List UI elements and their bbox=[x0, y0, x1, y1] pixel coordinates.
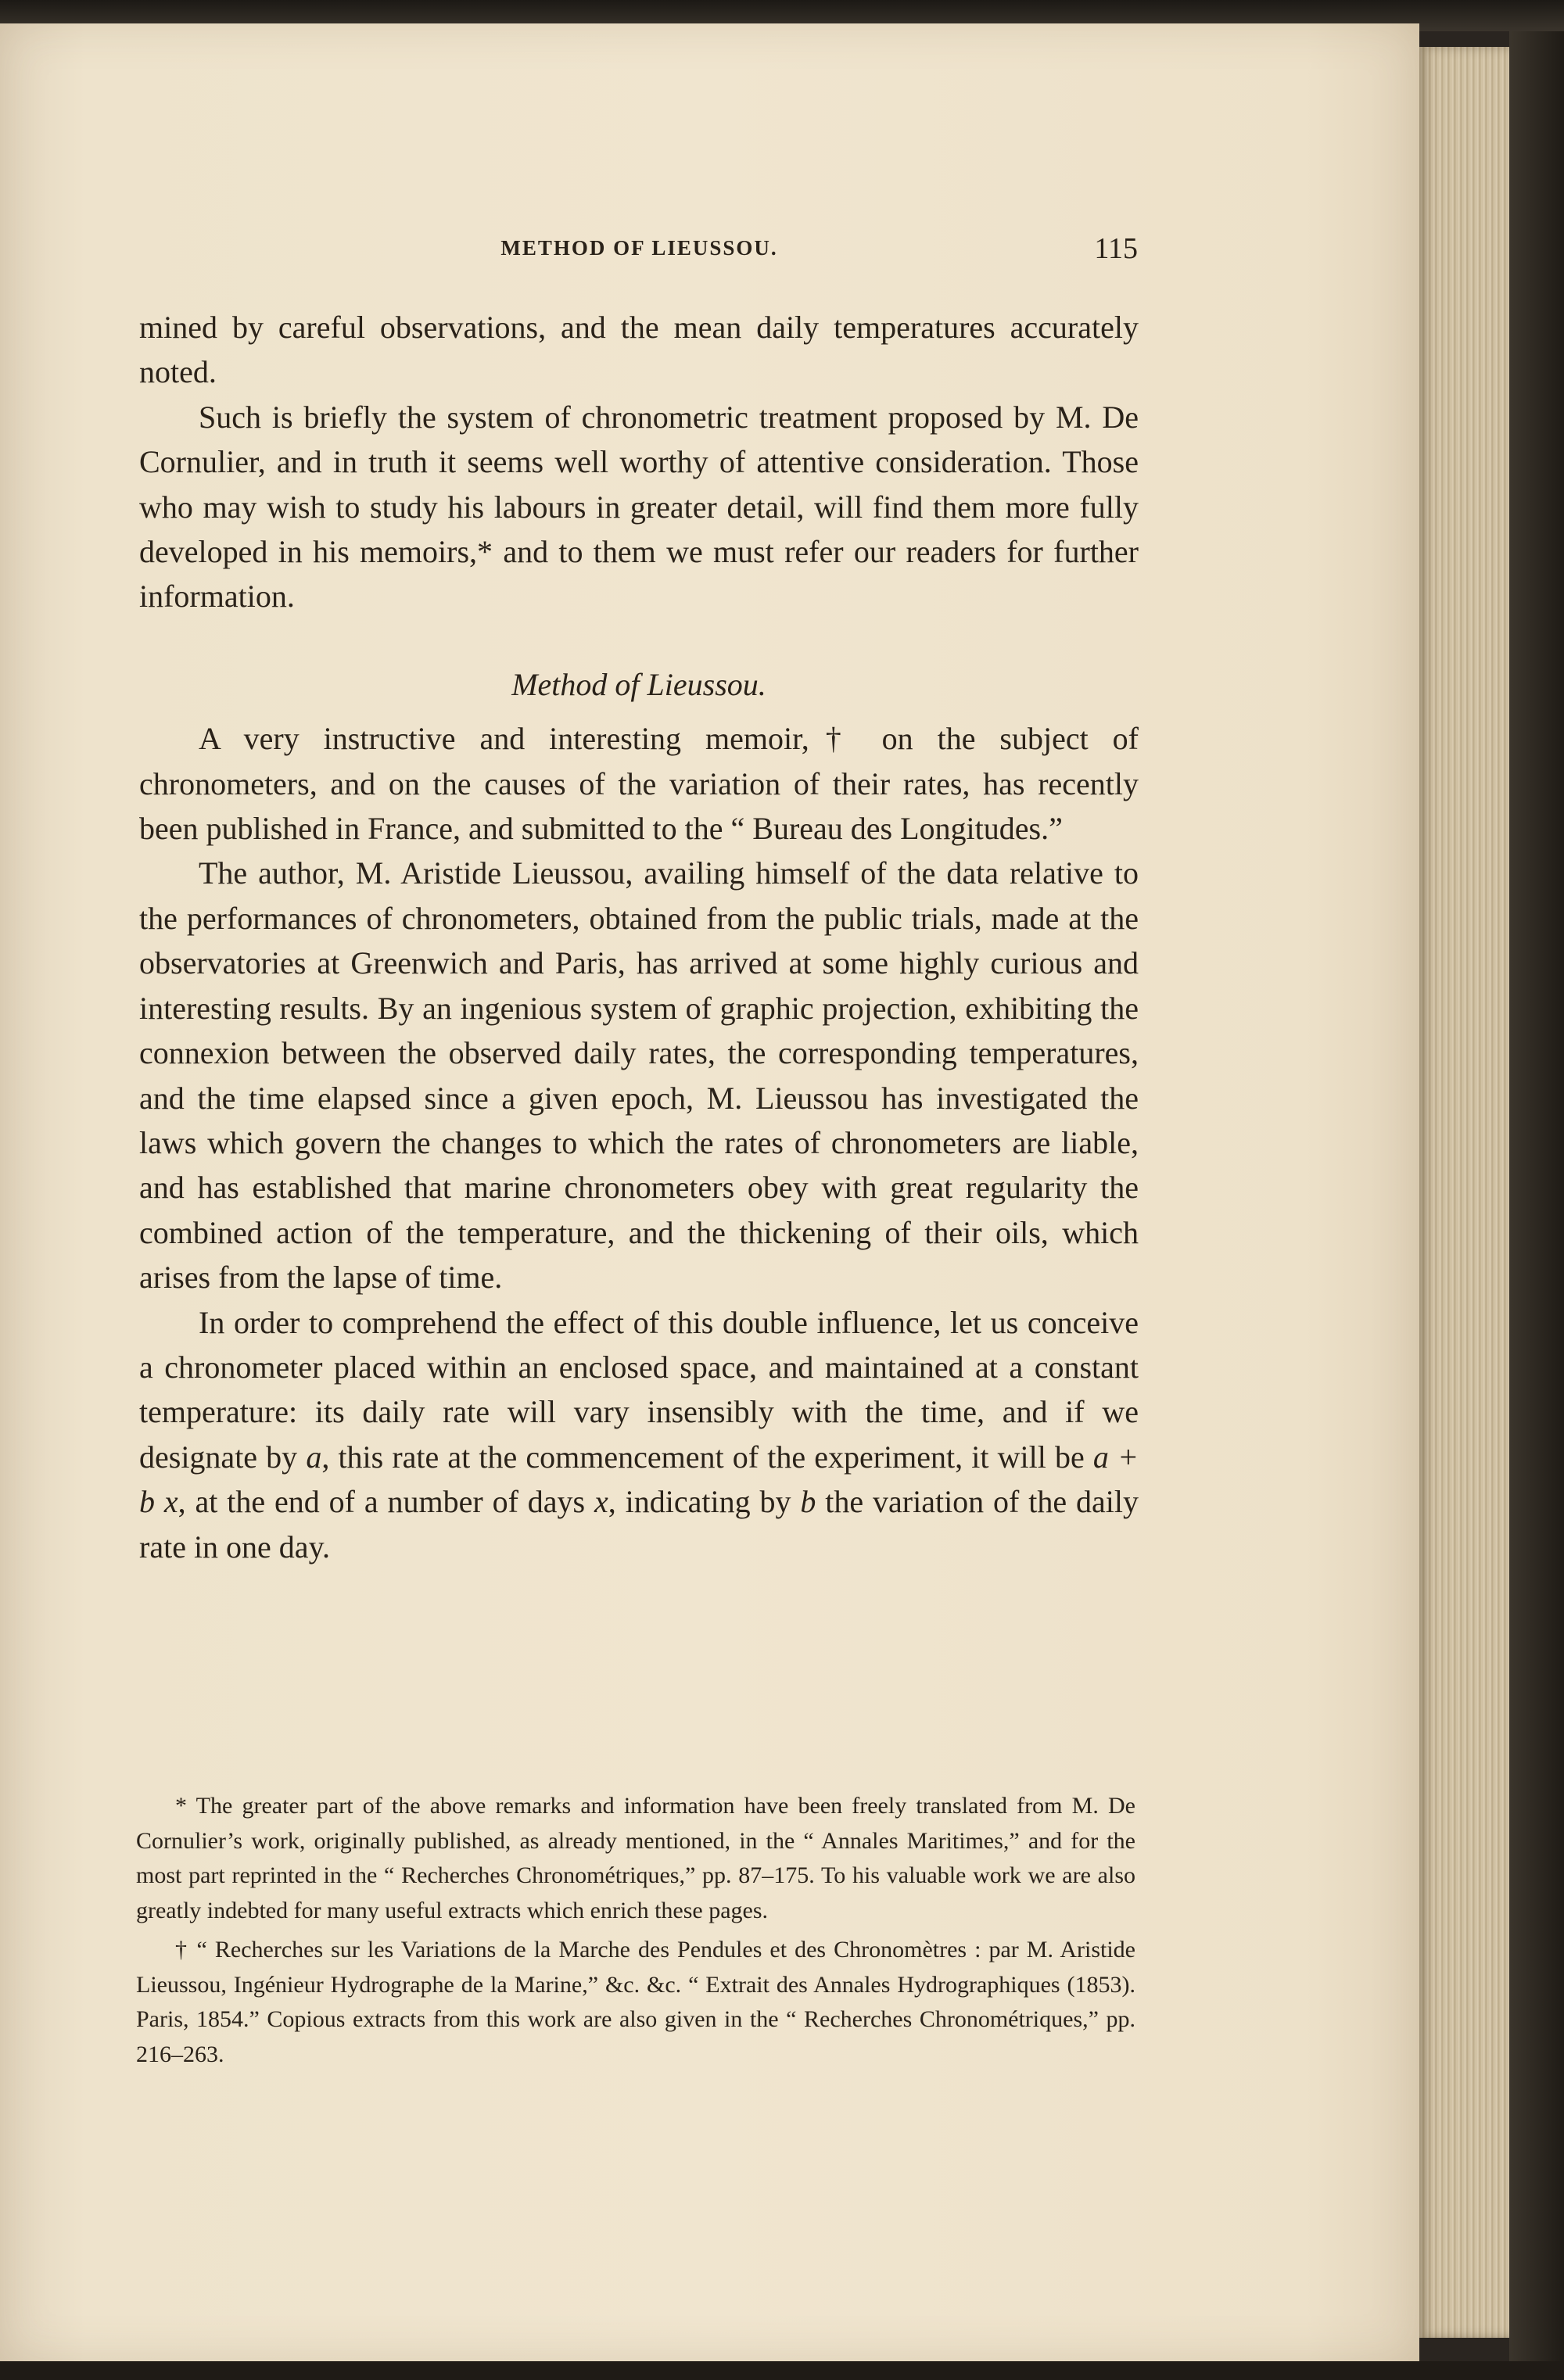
variable-x: x bbox=[594, 1484, 608, 1520]
book-cover-edge bbox=[1509, 31, 1564, 2369]
footnote-2: † “ Recherches sur les Variations de la Marche des Pendules et des Chronomètres : par M. Aristide Lieussou, Ingénieur Hydrographe de la Marine,” &c. &c. “ Extrait des Annales Hydrographiques (1853). Paris, 1854.” Copious extracts from this work are also given in the “ Recherches Chronométriques,” pp. 216–263. bbox=[136, 1937, 1135, 2067]
paragraph-3: A very instructive and interesting memoir,† on the subject of chronometers, and on the causes of the variation of their rates, has recently been published in France, and submitted to the “ Bureau des Longitudes.” bbox=[139, 721, 1139, 847]
variable-b: b bbox=[800, 1484, 816, 1520]
paragraph-5-part-c: , at the end of a number of days bbox=[178, 1484, 594, 1520]
paragraph-5 bbox=[139, 1300, 1139, 1569]
page-number: 115 bbox=[1094, 232, 1138, 265]
paragraph-5-part-e: the variation of the daily rate in one day. bbox=[139, 1484, 1139, 1565]
paragraph-4: The author, M. Aristide Lieussou, availing himself of the data relative to the performances of chronometers, obtained from the public trials, made at the observatories at Greenwich and Paris, has arrived at some highly curious and interesting results. By an ingenious system of graphic projection, exhibiting the connexion between the observed daily rates, the corresponding temperatures, and the time elapsed since a given epoch, M. Lieussou has investigated the laws which govern the changes to which the rates of chronometers are liable, and has established that marine chronometers obey with great regularity the combined action of the temperature, and the thickening of their oils, which arises from the lapse of time. bbox=[139, 855, 1139, 1296]
running-title: METHOD OF LIEUSSOU. bbox=[500, 236, 778, 260]
rate-formula: a + b x bbox=[139, 1439, 1139, 1520]
paragraph-5-part-b: , this rate at the commencement of the experiment, it will be bbox=[321, 1439, 1093, 1475]
page-stack-edges bbox=[1419, 47, 1509, 2338]
running-header bbox=[141, 231, 1138, 271]
section-heading: Method of Lieussou. bbox=[511, 666, 766, 702]
main-text bbox=[139, 305, 1139, 1569]
paragraph-5-part-a: In order to comprehend the effect of this double influence, let us conceive a chronometer placed within an enclosed space, and maintained at a constant temperature: its daily rate will vary insensibly with the time, and if we designate by bbox=[139, 1304, 1139, 1475]
paragraph-1: mined by careful observations, and the mean daily temperatures accurately noted. bbox=[139, 310, 1139, 390]
paragraph-2: Such is briefly the system of chronometric treatment proposed by M. De Cornulier, and in truth it seems well worthy of attentive consideration. Those who may wish to study his labours in greater detail, will find them more fully developed in his memoirs,* and to them we must refer our readers for further information. bbox=[139, 399, 1139, 615]
footnotes bbox=[136, 1789, 1135, 2077]
variable-a: a bbox=[306, 1439, 322, 1475]
book-binding-bottom bbox=[0, 2361, 1564, 2380]
footnote-1: * The greater part of the above remarks and information have been freely translated from M. De Cornulier’s work, originally published, as already mentioned, in the “ Annales Maritimes,” and for the most part reprinted in the “ Recherches Chronométriques,” pp. 87–175. To his valuable work we are also greatly indebted for many useful extracts which enrich these pages. bbox=[136, 1793, 1135, 1923]
paragraph-5-part-d: , indicating by bbox=[608, 1484, 801, 1520]
